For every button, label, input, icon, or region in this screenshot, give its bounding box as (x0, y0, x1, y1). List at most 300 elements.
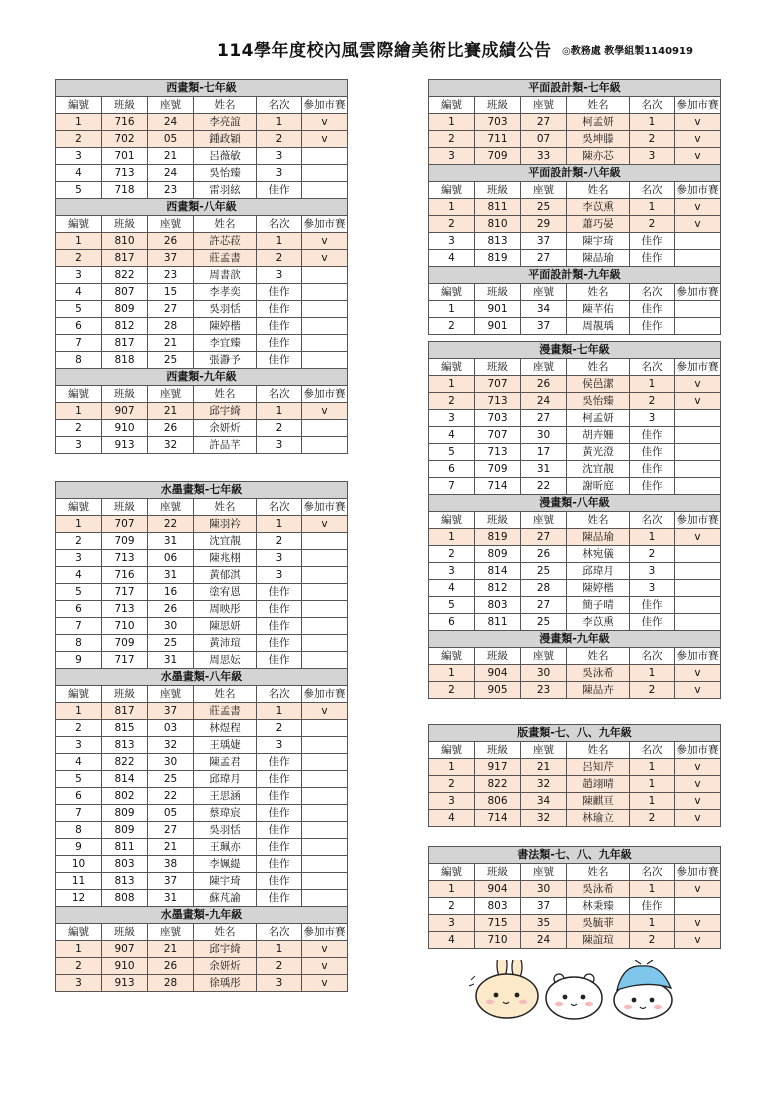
header-seat: 座號 (148, 216, 194, 233)
city-contest-cell: v (675, 915, 721, 932)
city-contest-cell: v (675, 199, 721, 216)
class-cell: 714 (475, 478, 521, 495)
rank-cell: 佳作 (257, 284, 302, 301)
rank-cell: 2 (630, 393, 675, 410)
row-number: 2 (429, 682, 475, 699)
city-contest-cell (302, 550, 348, 567)
class-cell: 806 (475, 793, 521, 810)
header-number: 編號 (429, 864, 475, 881)
table-row (56, 703, 348, 720)
category-title-row (56, 669, 348, 686)
results-table (428, 846, 721, 949)
column-header-row (56, 499, 348, 516)
name-cell: 趙翊晴 (567, 776, 630, 793)
rank-cell: 佳作 (630, 318, 675, 335)
left-column-block-1 (55, 79, 348, 454)
results-table (428, 79, 721, 335)
rank-cell: 佳作 (630, 614, 675, 631)
table-row (429, 898, 721, 915)
rank-cell: 佳作 (257, 182, 302, 199)
city-contest-cell (302, 284, 348, 301)
name-cell: 林宛儀 (567, 546, 630, 563)
table-row (429, 478, 721, 495)
row-number: 2 (56, 250, 102, 267)
rank-cell: 佳作 (257, 618, 302, 635)
class-cell: 907 (102, 941, 148, 958)
city-contest-cell (302, 301, 348, 318)
class-cell: 807 (102, 284, 148, 301)
header-rank: 名次 (630, 182, 675, 199)
class-cell: 711 (475, 131, 521, 148)
seat-cell: 37 (148, 873, 194, 890)
city-contest-cell (302, 437, 348, 454)
name-cell: 陳婷楷 (567, 580, 630, 597)
name-cell: 蔡瑋宸 (194, 805, 257, 822)
city-contest-cell (302, 856, 348, 873)
name-cell: 林秉臻 (567, 898, 630, 915)
header-city-contest: 參加市賽 (302, 216, 348, 233)
class-cell: 713 (102, 550, 148, 567)
seat-cell: 25 (521, 563, 567, 580)
column-header-row (429, 864, 721, 881)
column-header-row (56, 97, 348, 114)
seat-cell: 07 (521, 131, 567, 148)
seat-cell: 21 (148, 148, 194, 165)
category-title-row (429, 631, 721, 648)
header-number: 編號 (429, 359, 475, 376)
rank-cell: 佳作 (257, 873, 302, 890)
category-title-row (429, 80, 721, 97)
rank-cell: 1 (257, 941, 302, 958)
row-number: 3 (56, 737, 102, 754)
seat-cell: 37 (521, 233, 567, 250)
city-contest-cell: v (302, 941, 348, 958)
class-cell: 818 (102, 352, 148, 369)
row-number: 1 (429, 759, 475, 776)
seat-cell: 15 (148, 284, 194, 301)
column-header-row (56, 686, 348, 703)
header-seat: 座號 (521, 742, 567, 759)
header-city-contest: 參加市賽 (675, 512, 721, 529)
header-number: 編號 (429, 742, 475, 759)
row-number: 6 (56, 788, 102, 805)
class-cell: 713 (475, 393, 521, 410)
row-number: 3 (429, 148, 475, 165)
class-cell: 707 (102, 516, 148, 533)
name-cell: 侯邑潔 (567, 376, 630, 393)
table-row (56, 771, 348, 788)
seat-cell: 25 (521, 199, 567, 216)
rank-cell: 3 (630, 563, 675, 580)
header-seat: 座號 (148, 686, 194, 703)
row-number: 9 (56, 839, 102, 856)
header-name: 姓名 (567, 182, 630, 199)
city-contest-cell (302, 635, 348, 652)
header-class: 班級 (102, 924, 148, 941)
name-cell: 黃光澄 (567, 444, 630, 461)
row-number: 1 (429, 881, 475, 898)
category-title: 平面設計類-八年級 (429, 165, 721, 182)
city-contest-cell (675, 597, 721, 614)
rank-cell: 佳作 (630, 301, 675, 318)
table-row (429, 444, 721, 461)
city-contest-cell (675, 478, 721, 495)
row-number: 12 (56, 890, 102, 907)
class-cell: 703 (475, 410, 521, 427)
row-number: 2 (429, 318, 475, 335)
category-title: 漫畫類-九年級 (429, 631, 721, 648)
row-number: 8 (56, 822, 102, 839)
name-cell: 陳宇琦 (194, 873, 257, 890)
name-cell: 沈宜靚 (567, 461, 630, 478)
row-number: 8 (56, 352, 102, 369)
table-row (429, 759, 721, 776)
city-contest-cell: v (675, 810, 721, 827)
category-title-row (56, 199, 348, 216)
row-number: 9 (56, 652, 102, 669)
class-cell: 809 (102, 805, 148, 822)
rank-cell: 佳作 (630, 250, 675, 267)
rank-cell: 1 (257, 703, 302, 720)
rank-cell: 2 (630, 546, 675, 563)
row-number: 4 (429, 580, 475, 597)
seat-cell: 17 (521, 444, 567, 461)
name-cell: 吳泳希 (567, 665, 630, 682)
header-rank: 名次 (630, 284, 675, 301)
city-contest-cell (302, 533, 348, 550)
city-contest-cell (675, 898, 721, 915)
city-contest-cell: v (302, 958, 348, 975)
city-contest-cell (302, 890, 348, 907)
column-header-row (429, 742, 721, 759)
seat-cell: 27 (521, 114, 567, 131)
city-contest-cell (302, 788, 348, 805)
cartoon-characters-illustration (465, 960, 680, 1020)
name-cell: 蘇芃諭 (194, 890, 257, 907)
seat-cell: 25 (148, 352, 194, 369)
table-row (429, 682, 721, 699)
name-cell: 陳麒亘 (567, 793, 630, 810)
row-number: 2 (429, 393, 475, 410)
table-row (429, 216, 721, 233)
rank-cell: 2 (257, 720, 302, 737)
header-name: 姓名 (567, 284, 630, 301)
category-title-row (429, 342, 721, 359)
header-name: 姓名 (194, 97, 257, 114)
seat-cell: 35 (521, 915, 567, 932)
seat-cell: 24 (148, 114, 194, 131)
header-class: 班級 (475, 359, 521, 376)
class-cell: 809 (102, 822, 148, 839)
city-contest-cell (302, 318, 348, 335)
rank-cell: 3 (257, 437, 302, 454)
header-class: 班級 (102, 97, 148, 114)
class-cell: 713 (475, 444, 521, 461)
seat-cell: 26 (521, 546, 567, 563)
rank-cell: 2 (630, 810, 675, 827)
name-cell: 余妍炘 (194, 420, 257, 437)
city-contest-cell (302, 873, 348, 890)
seat-cell: 31 (148, 652, 194, 669)
name-cell: 陳婷楷 (194, 318, 257, 335)
row-number: 3 (429, 793, 475, 810)
seat-cell: 21 (148, 403, 194, 420)
rank-cell: 佳作 (257, 601, 302, 618)
right-column-block-1 (428, 79, 721, 335)
rank-cell: 3 (257, 148, 302, 165)
seat-cell: 34 (521, 793, 567, 810)
row-number: 7 (56, 618, 102, 635)
class-cell: 810 (475, 216, 521, 233)
row-number: 7 (429, 478, 475, 495)
table-row (56, 567, 348, 584)
row-number: 4 (429, 810, 475, 827)
header-city-contest: 參加市賽 (675, 182, 721, 199)
rank-cell: 佳作 (630, 898, 675, 915)
class-cell: 716 (102, 114, 148, 131)
name-cell: 陳品瑜 (567, 529, 630, 546)
name-cell: 謝昕庭 (567, 478, 630, 495)
header-class: 班級 (475, 284, 521, 301)
rank-cell: 佳作 (630, 461, 675, 478)
name-cell: 吳毓菲 (567, 915, 630, 932)
class-cell: 822 (102, 267, 148, 284)
city-contest-cell (675, 546, 721, 563)
header-rank: 名次 (630, 648, 675, 665)
seat-cell: 05 (148, 805, 194, 822)
row-number: 3 (56, 148, 102, 165)
column-header-row (429, 648, 721, 665)
name-cell: 許品芊 (194, 437, 257, 454)
name-cell: 陳亦芯 (567, 148, 630, 165)
seat-cell: 31 (148, 567, 194, 584)
seat-cell: 24 (521, 932, 567, 949)
row-number: 7 (56, 805, 102, 822)
seat-cell: 22 (148, 788, 194, 805)
name-cell: 吳坤滕 (567, 131, 630, 148)
row-number: 3 (56, 975, 102, 992)
row-number: 2 (429, 776, 475, 793)
name-cell: 吳泳希 (567, 881, 630, 898)
class-cell: 707 (475, 376, 521, 393)
name-cell: 呂知芹 (567, 759, 630, 776)
row-number: 4 (429, 250, 475, 267)
header-rank: 名次 (257, 386, 302, 403)
table-row (56, 318, 348, 335)
header-number: 編號 (56, 499, 102, 516)
rank-cell: 佳作 (257, 301, 302, 318)
table-row (56, 805, 348, 822)
seat-cell: 06 (148, 550, 194, 567)
class-cell: 904 (475, 665, 521, 682)
rank-cell: 3 (257, 267, 302, 284)
table-row (56, 584, 348, 601)
city-contest-cell: v (675, 665, 721, 682)
table-row (56, 720, 348, 737)
city-contest-cell (675, 233, 721, 250)
seat-cell: 26 (148, 233, 194, 250)
header-seat: 座號 (148, 386, 194, 403)
row-number: 1 (429, 529, 475, 546)
header-class: 班級 (475, 512, 521, 529)
table-row (56, 165, 348, 182)
class-cell: 904 (475, 881, 521, 898)
rank-cell: 1 (630, 793, 675, 810)
class-cell: 822 (102, 754, 148, 771)
rank-cell: 佳作 (257, 318, 302, 335)
class-cell: 815 (102, 720, 148, 737)
header-city-contest: 參加市賽 (302, 499, 348, 516)
table-row (56, 873, 348, 890)
header-name: 姓名 (194, 686, 257, 703)
seat-cell: 28 (521, 580, 567, 597)
rank-cell: 3 (257, 567, 302, 584)
seat-cell: 33 (521, 148, 567, 165)
name-cell: 吳怡臻 (194, 165, 257, 182)
row-number: 10 (56, 856, 102, 873)
rank-cell: 2 (630, 682, 675, 699)
row-number: 1 (429, 114, 475, 131)
city-contest-cell: v (675, 759, 721, 776)
table-row (56, 618, 348, 635)
row-number: 3 (429, 563, 475, 580)
table-row (429, 148, 721, 165)
header-name: 姓名 (567, 97, 630, 114)
header-rank: 名次 (630, 864, 675, 881)
name-cell: 周靚瑀 (567, 318, 630, 335)
city-contest-cell: v (675, 216, 721, 233)
category-title-row (429, 267, 721, 284)
header-class: 班級 (475, 864, 521, 881)
table-row (56, 533, 348, 550)
city-contest-cell (675, 614, 721, 631)
seat-cell: 31 (148, 533, 194, 550)
rank-cell: 2 (257, 250, 302, 267)
name-cell: 莊孟書 (194, 250, 257, 267)
row-number: 1 (56, 403, 102, 420)
city-contest-cell: v (675, 881, 721, 898)
table-row (429, 580, 721, 597)
city-contest-cell (302, 754, 348, 771)
row-number: 2 (429, 131, 475, 148)
rank-cell: 佳作 (257, 822, 302, 839)
table-row (56, 635, 348, 652)
header-number: 編號 (429, 182, 475, 199)
rank-cell: 佳作 (257, 890, 302, 907)
results-table (55, 481, 348, 992)
results-table (55, 79, 348, 454)
header-class: 班級 (475, 97, 521, 114)
table-row (429, 793, 721, 810)
seat-cell: 38 (148, 856, 194, 873)
table-row (429, 461, 721, 478)
seat-cell: 24 (148, 165, 194, 182)
rank-cell: 佳作 (630, 478, 675, 495)
name-cell: 徐瑀彤 (194, 975, 257, 992)
city-contest-cell: v (675, 376, 721, 393)
class-cell: 813 (102, 737, 148, 754)
rank-cell: 2 (630, 131, 675, 148)
rank-cell: 佳作 (257, 839, 302, 856)
seat-cell: 25 (148, 635, 194, 652)
table-row (56, 352, 348, 369)
row-number: 4 (429, 932, 475, 949)
header-rank: 名次 (630, 97, 675, 114)
rank-cell: 2 (630, 216, 675, 233)
table-row (429, 776, 721, 793)
city-contest-cell (302, 601, 348, 618)
column-header-row (429, 359, 721, 376)
row-number: 1 (56, 516, 102, 533)
table-row (56, 301, 348, 318)
table-row (429, 597, 721, 614)
header-rank: 名次 (257, 216, 302, 233)
class-cell: 814 (475, 563, 521, 580)
table-row (56, 437, 348, 454)
category-title: 書法類-七、八、九年級 (429, 847, 721, 864)
class-cell: 813 (102, 873, 148, 890)
name-cell: 鍾政穎 (194, 131, 257, 148)
row-number: 2 (56, 533, 102, 550)
name-cell: 李苡熏 (567, 199, 630, 216)
class-cell: 913 (102, 437, 148, 454)
rank-cell: 佳作 (257, 635, 302, 652)
header-number: 編號 (429, 512, 475, 529)
header-class: 班級 (102, 386, 148, 403)
rank-cell: 1 (257, 233, 302, 250)
category-title-row (429, 725, 721, 742)
header-class: 班級 (475, 182, 521, 199)
table-row (56, 420, 348, 437)
right-column-block-4 (428, 846, 721, 949)
row-number: 1 (56, 941, 102, 958)
seat-cell: 21 (148, 941, 194, 958)
row-number: 5 (56, 182, 102, 199)
rank-cell: 佳作 (257, 856, 302, 873)
rank-cell: 1 (630, 776, 675, 793)
city-contest-cell: v (302, 403, 348, 420)
category-title: 西畫類-八年級 (56, 199, 348, 216)
header-city-contest: 參加市賽 (302, 924, 348, 941)
rank-cell: 佳作 (630, 427, 675, 444)
rank-cell: 3 (630, 148, 675, 165)
name-cell: 李亮誼 (194, 114, 257, 131)
row-number: 6 (56, 601, 102, 618)
name-cell: 李孝奕 (194, 284, 257, 301)
header-class: 班級 (102, 499, 148, 516)
header-seat: 座號 (148, 924, 194, 941)
seat-cell: 37 (148, 250, 194, 267)
name-cell: 陳品瑜 (567, 250, 630, 267)
city-contest-cell (675, 318, 721, 335)
city-contest-cell (302, 805, 348, 822)
seat-cell: 37 (148, 703, 194, 720)
row-number: 8 (56, 635, 102, 652)
left-column-block-2 (55, 481, 348, 992)
class-cell: 702 (102, 131, 148, 148)
name-cell: 雷羽絃 (194, 182, 257, 199)
city-contest-cell: v (675, 393, 721, 410)
seat-cell: 05 (148, 131, 194, 148)
column-header-row (56, 386, 348, 403)
city-contest-cell (675, 461, 721, 478)
seat-cell: 26 (148, 958, 194, 975)
header-seat: 座號 (521, 284, 567, 301)
table-row (56, 267, 348, 284)
city-contest-cell (302, 420, 348, 437)
header-seat: 座號 (148, 499, 194, 516)
city-contest-cell: v (302, 131, 348, 148)
